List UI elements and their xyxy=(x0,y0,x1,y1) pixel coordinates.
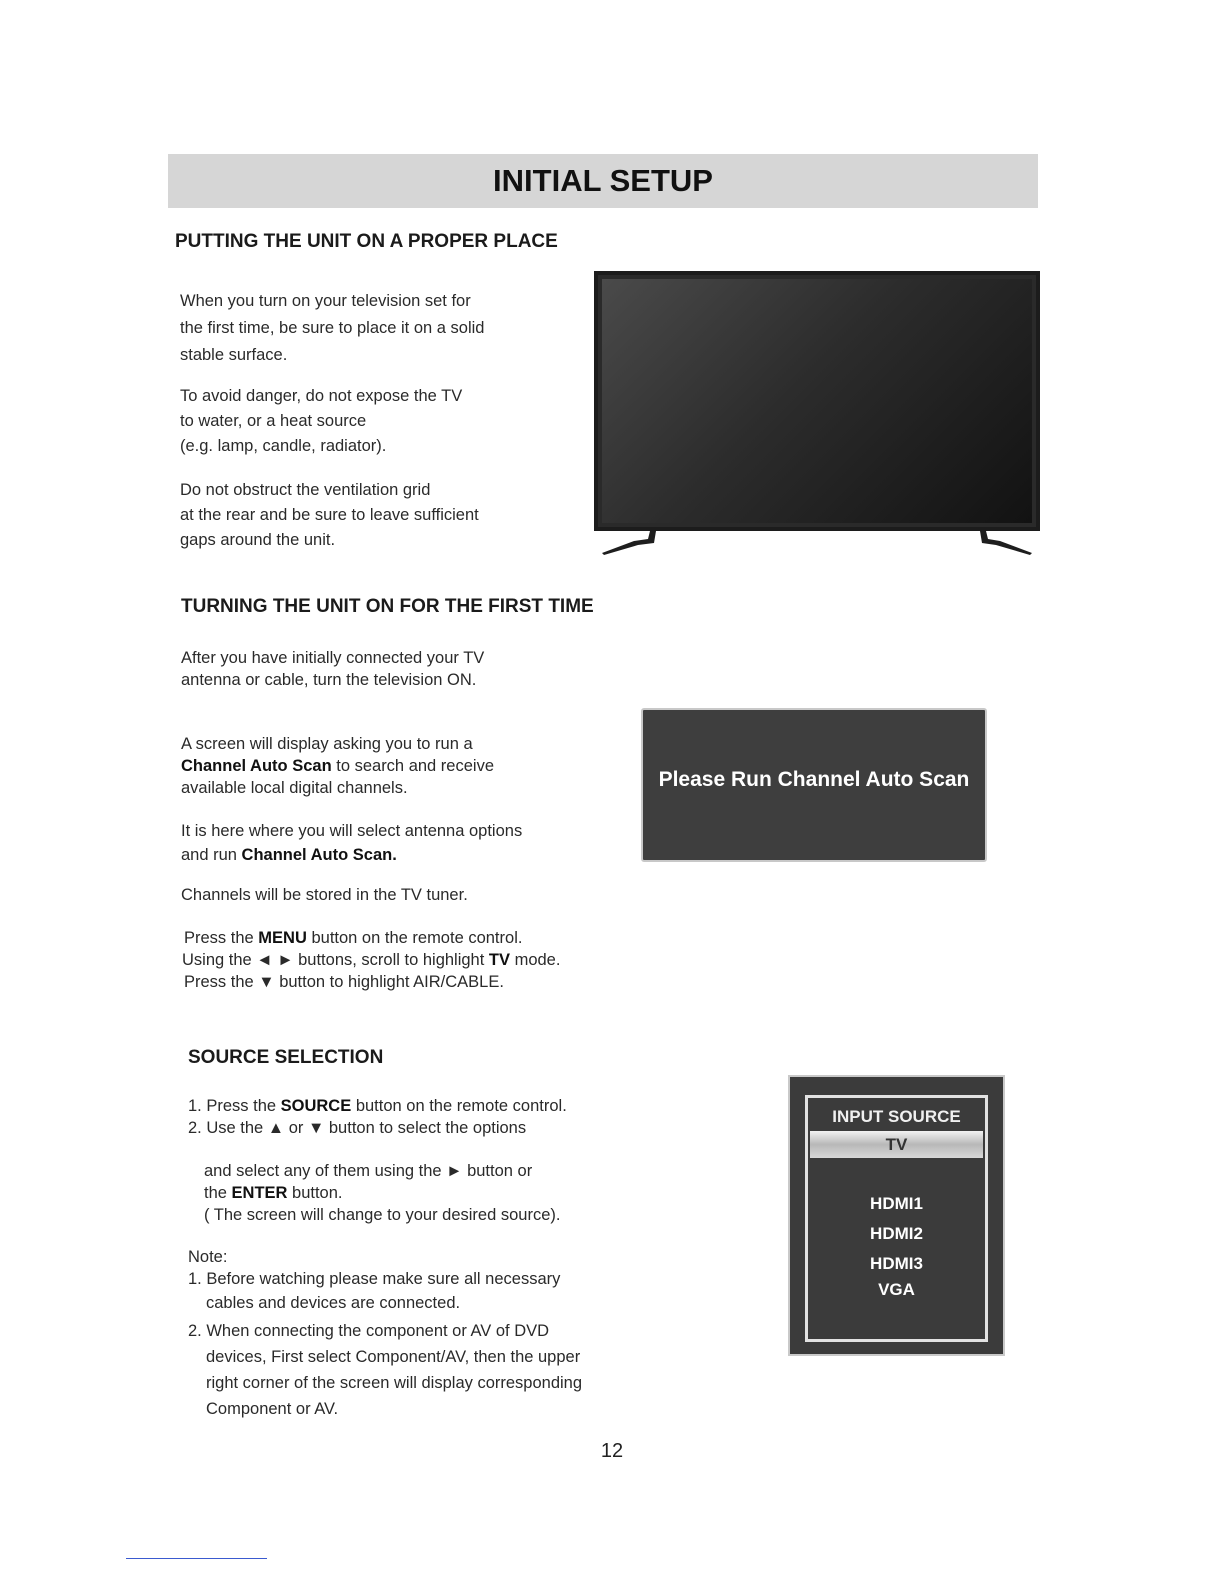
text-line: stable surface. xyxy=(180,346,288,364)
first-time-paragraph-4: Channels will be stored in the TV tuner. xyxy=(181,886,468,904)
note-label: Note: xyxy=(188,1248,228,1266)
source-step-continuation xyxy=(204,1160,560,1226)
text-line: gaps around the unit. xyxy=(180,531,336,549)
tv-leg-right xyxy=(980,531,1032,555)
note-1 xyxy=(188,1268,560,1314)
text-line: It is here where you will select antenna options xyxy=(181,822,523,840)
text-line: (e.g. lamp, candle, radiator). xyxy=(180,437,387,455)
first-time-paragraph-2 xyxy=(181,733,494,799)
first-time-paragraph-5 xyxy=(184,927,560,993)
channel-scan-dialog xyxy=(641,708,987,862)
text-line: 2. Use the ▲ or ▼ button to select the options xyxy=(188,1119,527,1137)
tv-bold: TV xyxy=(488,951,510,969)
input-source-panel xyxy=(805,1095,988,1342)
text-line xyxy=(182,949,560,971)
text-line: available local digital channels. xyxy=(181,779,408,797)
channel-auto-scan-bold: Channel Auto Scan xyxy=(181,757,332,775)
text-line: A screen will display asking you to run a xyxy=(181,735,473,753)
text-line xyxy=(181,844,522,866)
text-line xyxy=(184,927,560,949)
section-heading-placing: PUTTING THE UNIT ON A PROPER PLACE xyxy=(175,231,558,252)
text-line: to water, or a heat source xyxy=(180,412,367,430)
text-line xyxy=(204,1182,560,1204)
text-line: antenna or cable, turn the television ON. xyxy=(181,671,477,689)
text-fragment: Using the ◄ ► buttons, scroll to highlight xyxy=(182,951,489,969)
text-line: the first time, be sure to place it on a solid xyxy=(180,319,485,337)
section-heading-first-time: TURNING THE UNIT ON FOR THE FIRST TIME xyxy=(181,596,594,617)
text-fragment: button. xyxy=(287,1184,343,1202)
text-line: 1. Before watching please make sure all necessary xyxy=(188,1270,561,1288)
input-source-selected-item: TV xyxy=(810,1131,983,1158)
scan-prompt-text: Please Run Channel Auto Scan xyxy=(658,768,970,791)
text-line: ( The screen will change to your desired source). xyxy=(204,1206,561,1224)
text-line: To avoid danger, do not expose the TV xyxy=(180,387,463,405)
input-source-item: HDMI3 xyxy=(870,1254,923,1273)
tv-stand-legs xyxy=(594,528,1040,560)
text-fragment: button on the remote control. xyxy=(306,929,523,947)
text-fragment: mode. xyxy=(510,951,561,969)
channel-auto-scan-bold: Channel Auto Scan. xyxy=(241,846,397,864)
text-line: devices, First select Component/AV, then the upper xyxy=(206,1348,581,1366)
text-fragment: and run xyxy=(181,846,242,864)
page-title: INITIAL SETUP xyxy=(168,154,1038,208)
note-2 xyxy=(188,1318,582,1422)
input-source-item: HDMI1 xyxy=(870,1194,923,1213)
text-fragment: the xyxy=(204,1184,232,1202)
text-line: When you turn on your television set for xyxy=(180,292,471,310)
text-fragment: to search and receive xyxy=(331,757,494,775)
page-number: 12 xyxy=(600,1440,624,1462)
text-line: Press the ▼ button to highlight AIR/CABLE. xyxy=(184,973,504,991)
menu-bold: MENU xyxy=(258,929,307,947)
input-source-menu xyxy=(788,1075,1005,1356)
enter-bold: ENTER xyxy=(231,1184,288,1202)
text-line: Component or AV. xyxy=(206,1400,339,1418)
text-line: and select any of them using the ► button or xyxy=(204,1162,533,1180)
television-illustration xyxy=(594,271,1040,531)
footer-rule xyxy=(126,1558,267,1559)
text-line: right corner of the screen will display corresponding xyxy=(206,1374,583,1392)
text-line: 2. When connecting the component or AV of DVD xyxy=(188,1322,550,1340)
text-line: After you have initially connected your TV xyxy=(181,649,485,667)
text-fragment: Press the xyxy=(184,929,259,947)
tv-screen xyxy=(602,279,1032,523)
first-time-paragraph-1 xyxy=(181,647,484,691)
text-line: at the rear and be sure to leave sufficient xyxy=(180,506,479,524)
placing-paragraph-1 xyxy=(180,289,485,368)
input-source-item: VGA xyxy=(878,1280,915,1299)
text-fragment: 1. Press the xyxy=(188,1097,281,1115)
text-line: Do not obstruct the ventilation grid xyxy=(180,481,431,499)
text-line xyxy=(181,755,494,777)
source-steps xyxy=(188,1095,567,1139)
first-time-paragraph-3 xyxy=(181,820,522,866)
text-line xyxy=(188,1095,567,1117)
placing-paragraph-3 xyxy=(180,478,479,553)
input-source-item: HDMI2 xyxy=(870,1224,923,1243)
input-source-title: INPUT SOURCE xyxy=(832,1107,961,1126)
tv-leg-left xyxy=(602,531,656,555)
section-heading-source: SOURCE SELECTION xyxy=(188,1047,384,1068)
placing-paragraph-2 xyxy=(180,384,462,459)
source-bold: SOURCE xyxy=(280,1097,352,1115)
text-fragment: button on the remote control. xyxy=(351,1097,567,1115)
text-line: cables and devices are connected. xyxy=(206,1294,461,1312)
